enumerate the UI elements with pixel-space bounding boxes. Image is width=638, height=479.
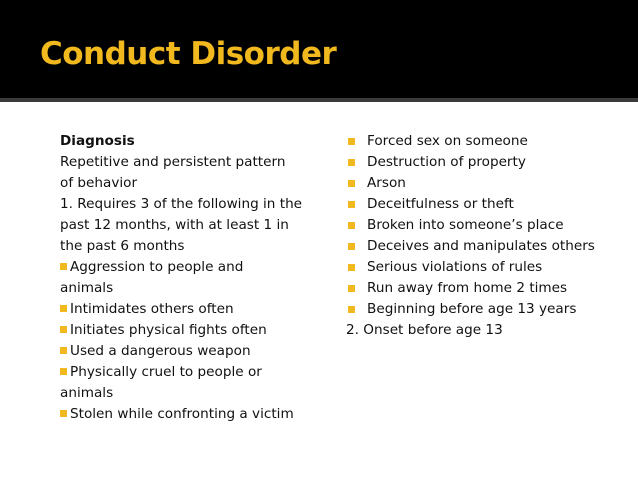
slide-title: Conduct Disorder [40, 36, 337, 72]
bullet-text: Initiates physical fights often [70, 322, 267, 338]
square-bullet-icon [348, 285, 355, 292]
text-line: the past 6 months [60, 238, 185, 254]
bullet-text: Arson [367, 175, 406, 191]
bullet-text: Beginning before age 13 years [367, 301, 577, 317]
square-bullet-icon [60, 326, 67, 333]
onset-line: 2. Onset before age 13 [346, 322, 503, 338]
square-bullet-icon [60, 347, 67, 354]
text-line: past 12 months, with at least 1 in [60, 217, 289, 233]
square-bullet-icon [60, 305, 67, 312]
bullet-text: Broken into someone’s place [367, 217, 564, 233]
bullet-text: Run away from home 2 times [367, 280, 568, 296]
bullet-text: Deceitfulness or theft [367, 196, 514, 212]
text-line: of behavior [60, 175, 138, 191]
bullet-text: Stolen while confronting a victim [70, 406, 294, 422]
square-bullet-icon [348, 222, 355, 229]
square-bullet-icon [348, 264, 355, 271]
bullet-text: Deceives and manipulates others [367, 238, 595, 254]
bullet-item [60, 320, 320, 341]
bullet-item [60, 362, 320, 383]
title-bar [0, 0, 638, 102]
square-bullet-icon [348, 243, 355, 250]
square-bullet-icon [348, 201, 355, 208]
bullet-text: Physically cruel to people or [70, 364, 262, 380]
text-line: 1. Requires 3 of the following in the [60, 196, 303, 212]
left-column [60, 131, 320, 425]
square-bullet-icon [348, 159, 355, 166]
diagnosis-heading: Diagnosis [60, 133, 135, 149]
square-bullet-icon [60, 410, 67, 417]
square-bullet-icon [60, 263, 67, 270]
bullet-item [346, 194, 631, 215]
bullet-continuation: animals [60, 385, 114, 401]
bullet-item [60, 257, 320, 278]
bullet-item [346, 152, 631, 173]
right-column [346, 131, 631, 341]
square-bullet-icon [348, 180, 355, 187]
square-bullet-icon [348, 306, 355, 313]
bullet-item [60, 404, 320, 425]
bullet-item [346, 278, 631, 299]
bullet-text: Serious violations of rules [367, 259, 543, 275]
bullet-text: Used a dangerous weapon [70, 343, 251, 359]
bullet-item [346, 299, 631, 320]
bullet-text: Intimidates others often [70, 301, 234, 317]
bullet-item [346, 236, 631, 257]
text-line: Repetitive and persistent pattern [60, 154, 286, 170]
bullet-item [60, 299, 320, 320]
bullet-item [346, 131, 631, 152]
bullet-text: Aggression to people and [70, 259, 244, 275]
bullet-continuation: animals [60, 280, 114, 296]
square-bullet-icon [60, 368, 67, 375]
bullet-text: Destruction of property [367, 154, 526, 170]
bullet-item [60, 341, 320, 362]
bullet-item [346, 215, 631, 236]
bullet-text: Forced sex on someone [367, 133, 528, 149]
bullet-item [346, 257, 631, 278]
bullet-item [346, 173, 631, 194]
square-bullet-icon [348, 138, 355, 145]
